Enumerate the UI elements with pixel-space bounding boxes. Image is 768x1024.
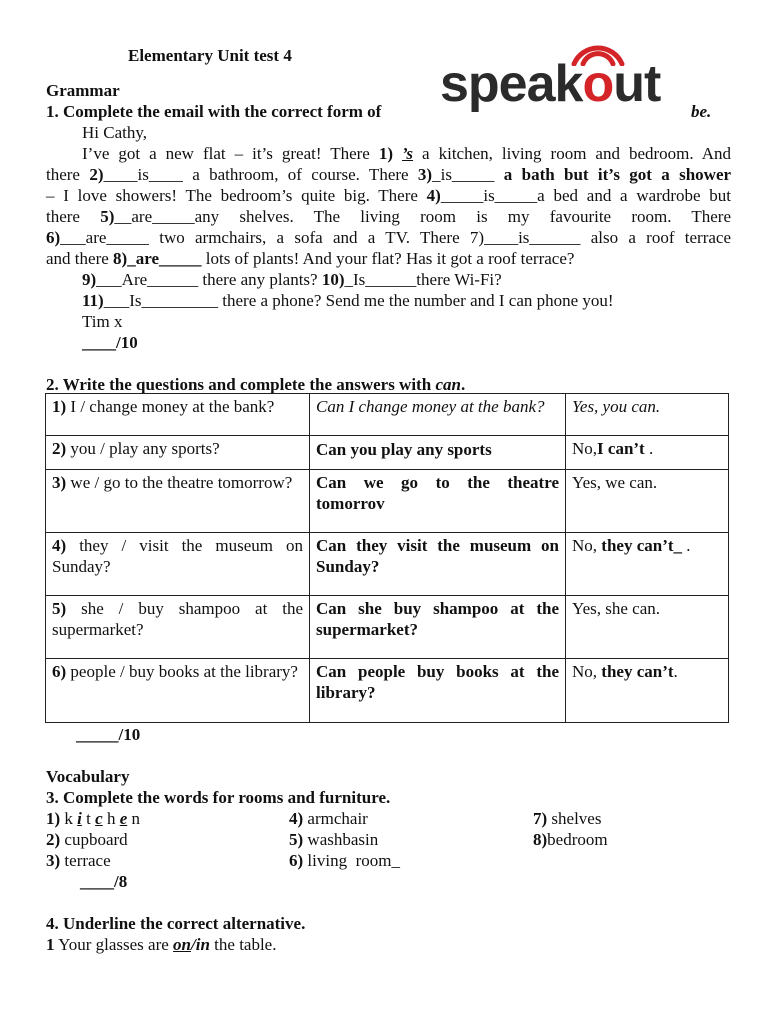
ex3-instruction: 3. Complete the words for rooms and furniture. <box>46 788 391 807</box>
logo-text-end: ut <box>613 55 661 113</box>
table-row: 1) I / change money at the bank? Can I change money at the bank? Yes, you can. <box>46 394 729 436</box>
table-row: 4) they / visit the museum on Sunday? Can they visit the museum on Sunday? No, they can’t_ . <box>46 533 729 596</box>
answer-4: _____is_____a <box>440 186 545 205</box>
email-line-6: and there 8)_are_____ lots of plants! And your flat? Has it got a roof terrace? <box>46 249 575 268</box>
logo-text-main: speak <box>440 55 583 113</box>
vocab-item-4: 4) armchair <box>289 809 368 828</box>
answer-11: ___Is_________ <box>103 291 219 310</box>
vocab-item-1: 1) k i t c h e n <box>46 809 140 828</box>
email-line-2: there 2)____is____ a bathroom, of course. There 3)_is_____ a bath but it’s got a shower <box>46 165 732 184</box>
vocab-item-3: 3) terrace <box>46 851 111 870</box>
speakout-logo <box>440 40 680 115</box>
ex4-instruction: 4. Underline the correct alternative. <box>46 914 306 933</box>
answer-3: _is_____ <box>432 165 495 184</box>
option-in: in <box>195 935 210 954</box>
ex2-instruction: 2. Write the questions and complete the answers with can. <box>46 375 466 394</box>
vocabulary-heading: Vocabulary <box>46 767 130 786</box>
option-on: on <box>173 935 191 954</box>
answer-1: ’s <box>402 144 414 163</box>
answer-8: _are_____ <box>127 249 202 268</box>
ex1-instruction: 1. Complete the email with the correct form of <box>46 102 382 121</box>
vocab-item-2: 2) cupboard <box>46 830 128 849</box>
email-line-4: there 5)__are_____any shelves. The living room is my favourite room. There <box>46 207 732 226</box>
table-row: 6) people / buy books at the library? Can people buy books at the library? No, they can’t. <box>46 659 729 723</box>
answer-10: _Is______ <box>344 270 417 289</box>
logo-text-accent: o <box>582 55 614 113</box>
answer-9: ___Are______ <box>96 270 199 289</box>
email-line-5: 6)___are_____ two armchairs, a sofa and a TV. There 7)____is______ also a roof terrace <box>46 228 731 247</box>
ex2-score: _____/10 <box>76 725 141 744</box>
email-signoff: Tim x <box>82 312 123 331</box>
questions-table <box>45 393 729 723</box>
logo-wordmark <box>440 54 660 114</box>
table-row: 2) you / play any sports? Can you play any sports No,I can’t . <box>46 436 729 470</box>
page-title: Elementary Unit test 4 <box>128 46 292 65</box>
email-line-8: 11)___Is_________ there a phone? Send me the number and I can phone you! <box>82 291 614 310</box>
vocab-item-5: 5) washbasin <box>289 830 379 849</box>
vocab-item-8: 8)bedroom <box>533 830 608 849</box>
answer-7: ____is______ <box>484 228 581 247</box>
answer-6: ___are_____ <box>60 228 149 247</box>
ex1-score: ____/10 <box>82 333 138 352</box>
ex1-instruction-end: be. <box>691 102 712 121</box>
email-greeting: Hi Cathy, <box>82 123 148 142</box>
table-row: 3) we / go to the theatre tomorrow? Can we go to the theatre tomorrov Yes, we can. <box>46 470 729 533</box>
ex3-score: ____/8 <box>80 872 128 891</box>
email-line-3: – I love showers! The bedroom’s quite big. There 4)_____is_____a bed and a wardrobe but <box>46 186 731 205</box>
email-line-1: I’ve got a new flat – it’s great! There 1) ’s a kitchen, living room and bedroom. And <box>82 144 731 163</box>
ex4-sentence-1: 1 Your glasses are on/in the table. <box>46 935 277 954</box>
answer-2: ____is____ <box>103 165 183 184</box>
email-line-7: 9)___Are______ there any plants? 10)_Is______there Wi-Fi? <box>82 270 502 289</box>
grammar-heading: Grammar <box>46 81 120 100</box>
answer-5: __are_____any <box>114 207 220 226</box>
table-row: 5) she / buy shampoo at the supermarket? Can she buy shampoo at the supermarket? Yes, she can. <box>46 596 729 659</box>
vocab-item-6: 6) living room_ <box>289 851 400 870</box>
vocab-item-7: 7) shelves <box>533 809 602 828</box>
